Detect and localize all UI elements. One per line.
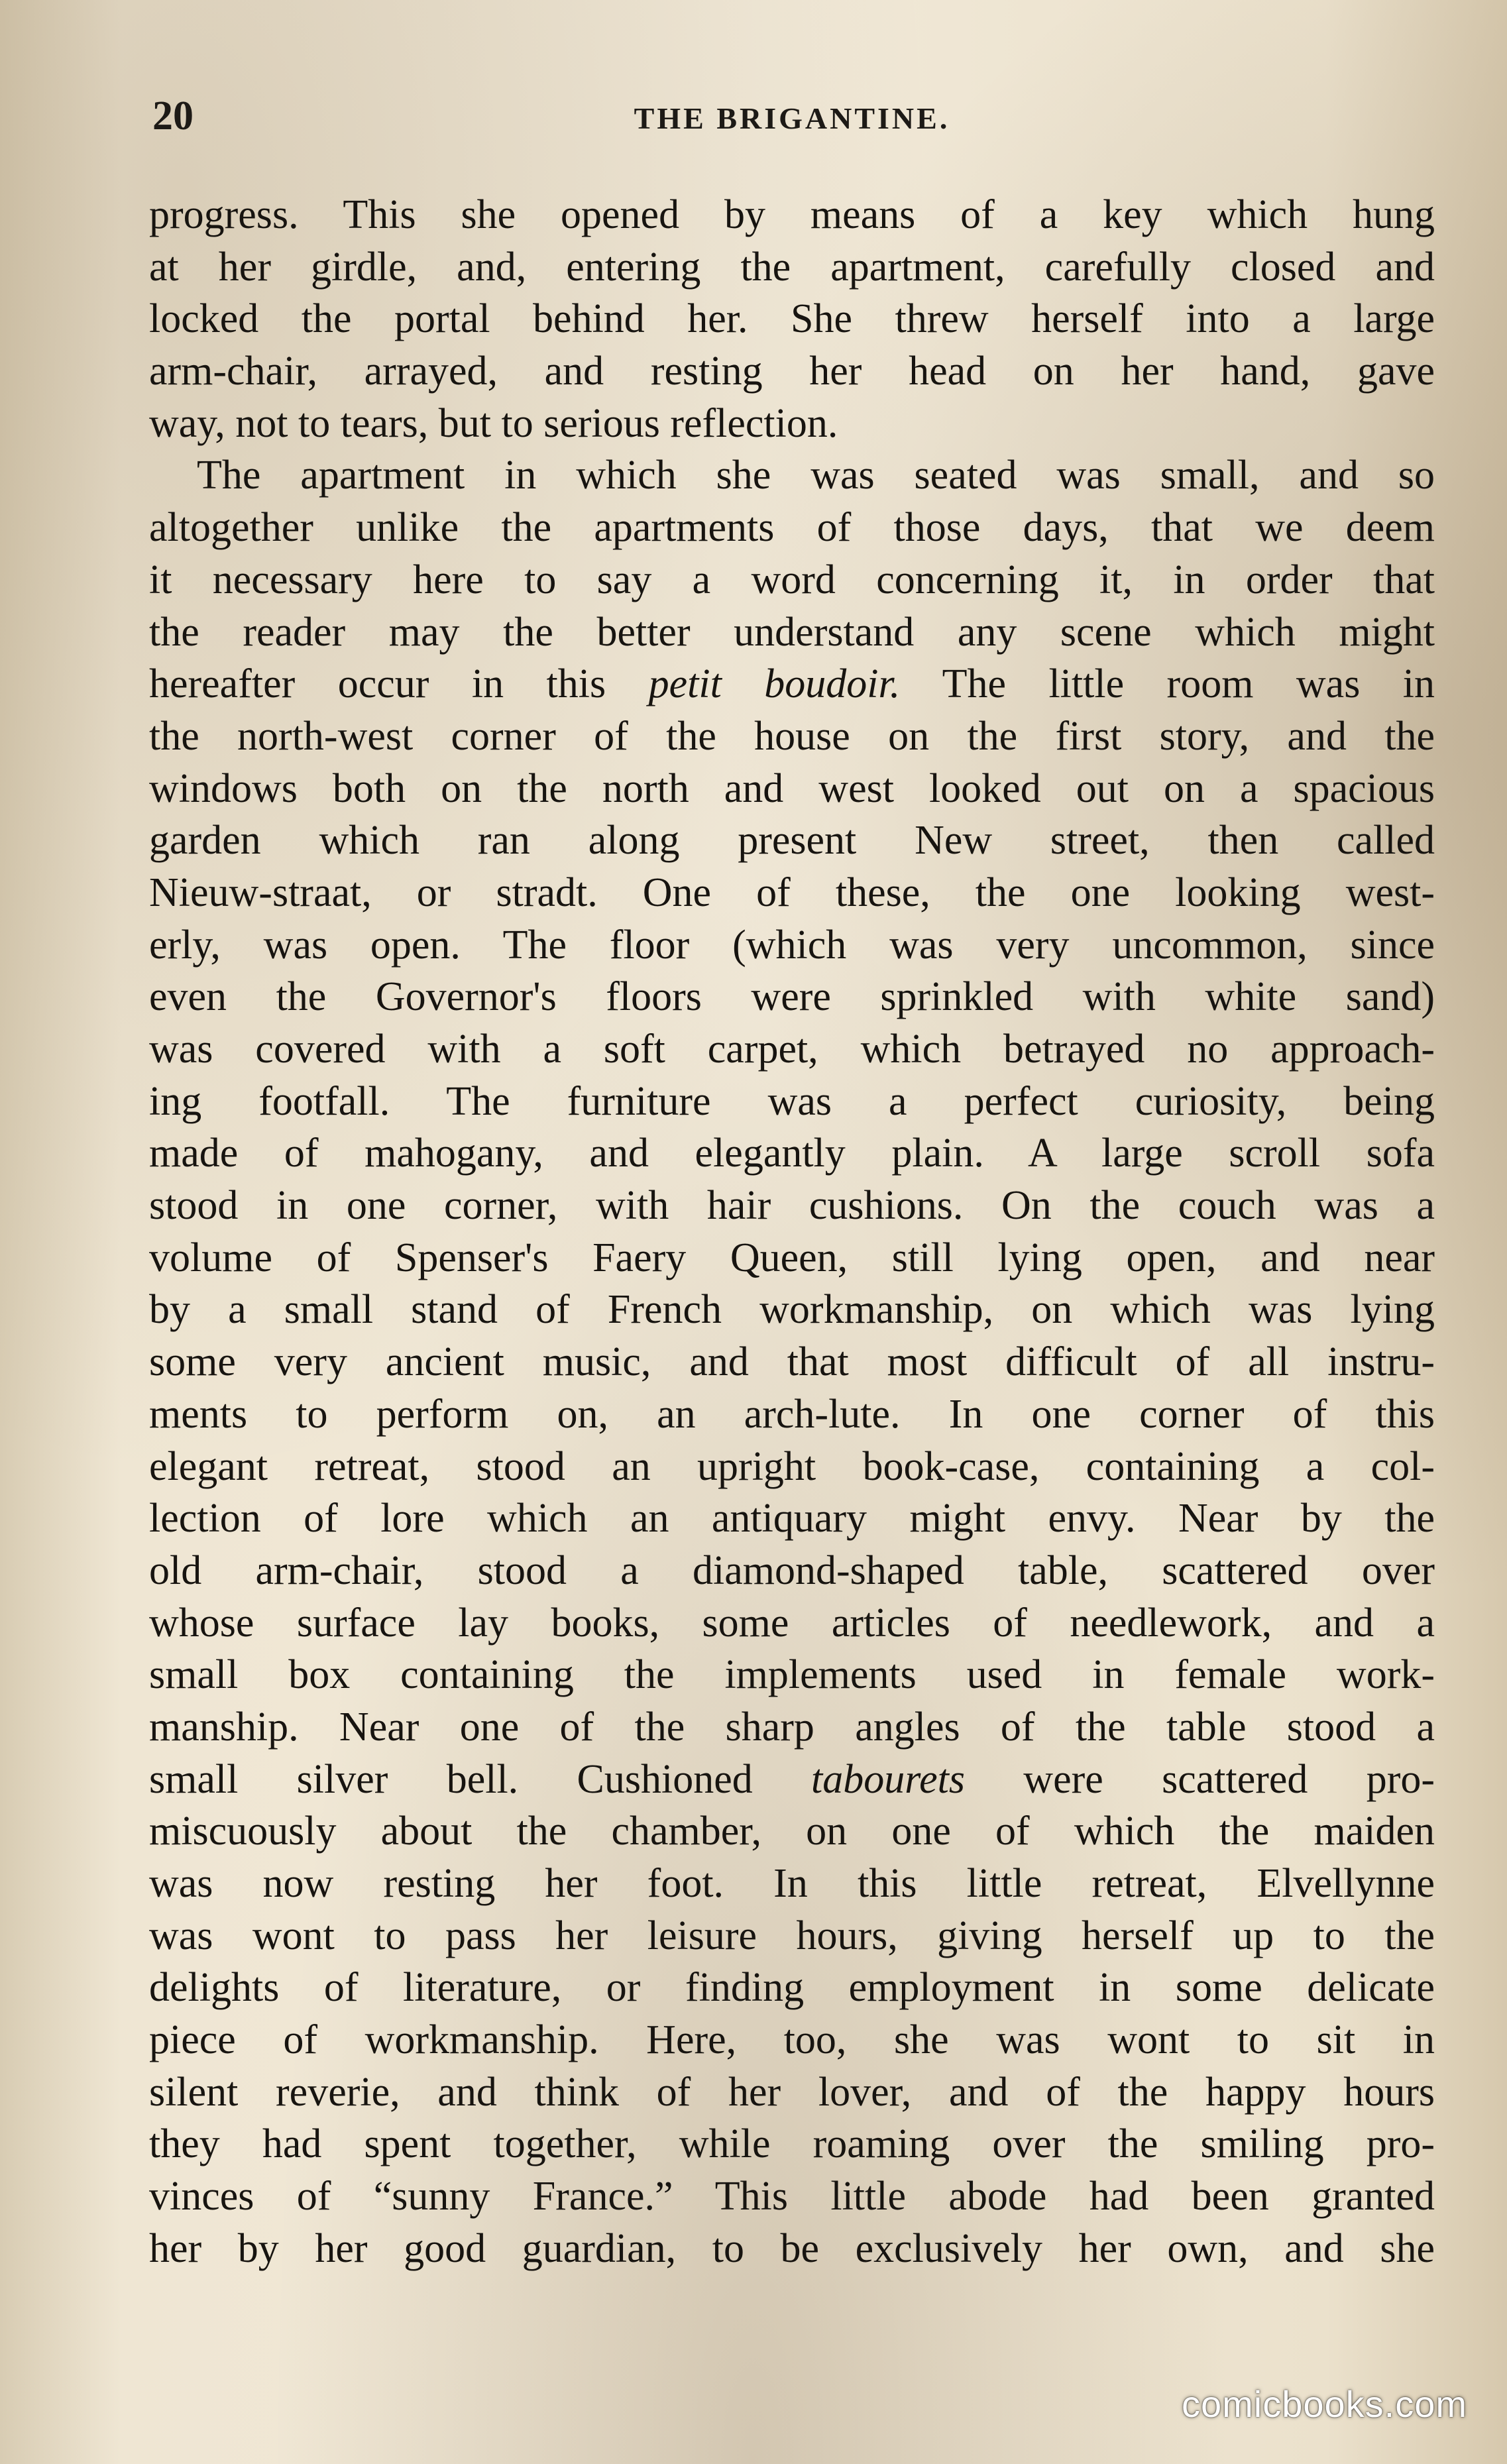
text-line: was now resting her foot. In this little retreat, Elvellynne bbox=[149, 1861, 1435, 1906]
italic-phrase: petit boudoir. bbox=[648, 661, 901, 707]
text-line: piece of workmanship. Here, too, she was wont to sit in bbox=[149, 2017, 1435, 2063]
page-number: 20 bbox=[152, 93, 194, 139]
text-line: by a small stand of French workmanship, on which was lying bbox=[149, 1287, 1435, 1333]
text-line: old arm-chair, stood a diamond-shaped table, scattered over bbox=[149, 1547, 1435, 1593]
text-line: vinces of “sunny France.” This little abode had been granted bbox=[149, 2174, 1435, 2219]
text-line: small box containing the implements used in female work- bbox=[149, 1652, 1435, 1698]
text-line: The apartment in which she was seated was small, and so bbox=[197, 453, 1435, 498]
text-line: delights of literature, or finding employment in some delicate bbox=[149, 1965, 1435, 2011]
paragraph-2 bbox=[149, 449, 1435, 2274]
text-line: miscuously about the chamber, on one of which the maiden bbox=[149, 1809, 1435, 1854]
text-line: garden which ran along present New street, then called bbox=[149, 818, 1435, 864]
text-line: whose surface lay books, some articles of needlework, and a bbox=[149, 1600, 1435, 1646]
text-line: altogether unlike the apartments of those days, that we deem bbox=[149, 505, 1435, 551]
text-line: lection of lore which an antiquary might envy. Near by the bbox=[149, 1496, 1435, 1541]
text-line: even the Governor's floors were sprinkled with white sand) bbox=[149, 974, 1435, 1020]
text-line: silent reverie, and think of her lover, and of the happy hours bbox=[149, 2069, 1435, 2115]
watermark: comicbooks.com bbox=[1181, 2383, 1467, 2425]
text-line: windows both on the north and west looked out on a spacious bbox=[149, 765, 1435, 811]
text-line: the reader may the better understand any scene which might bbox=[149, 609, 1435, 655]
text-line: stood in one corner, with hair cushions. On the couch was a bbox=[149, 1183, 1435, 1229]
text-line: erly, was open. The floor (which was very uncommon, since bbox=[149, 922, 1435, 968]
paragraph-1 bbox=[149, 189, 1435, 449]
text-line: small silver bell. Cushioned tabourets were scattered pro- bbox=[149, 1756, 1435, 1802]
text-line: ments to perform on, an arch-lute. In one corner of this bbox=[149, 1391, 1435, 1437]
text-line: elegant retreat, stood an upright book-case, containing a col- bbox=[149, 1443, 1435, 1489]
text-line: way, not to tears, but to serious reflection. bbox=[149, 400, 838, 446]
body-text bbox=[149, 189, 1435, 2275]
text-line: locked the portal behind her. She threw herself into a large bbox=[149, 296, 1435, 342]
text-line: Nieuw-straat, or stradt. One of these, the one looking west- bbox=[149, 869, 1435, 915]
page-header bbox=[152, 93, 1431, 146]
text-line: arm-chair, arrayed, and resting her head on her hand, gave bbox=[149, 349, 1435, 394]
text-line: progress. This she opened by means of a key which hung bbox=[149, 192, 1435, 237]
text-line: they had spent together, while roaming over the smiling pro- bbox=[149, 2121, 1435, 2167]
text-line: hereafter occur in this petit boudoir. The little room was in bbox=[149, 661, 1435, 707]
running-head: THE BRIGANTINE. bbox=[634, 101, 950, 135]
italic-phrase: tabourets bbox=[811, 1756, 965, 1802]
text-line: manship. Near one of the sharp angles of the table stood a bbox=[149, 1704, 1435, 1750]
text-line: it necessary here to say a word concerning it, in order that bbox=[149, 557, 1435, 602]
text-line: the north-west corner of the house on the first story, and the bbox=[149, 713, 1435, 759]
text-line: volume of Spenser's Faery Queen, still lying open, and near bbox=[149, 1235, 1435, 1280]
text-line: was wont to pass her leisure hours, giving herself up to the bbox=[149, 1913, 1435, 1958]
text-line: her by her good guardian, to be exclusively her own, and she bbox=[149, 2225, 1435, 2271]
text-line: ing footfall. The furniture was a perfect curiosity, being bbox=[149, 1078, 1435, 1124]
text-line: made of mahogany, and elegantly plain. A large scroll sofa bbox=[149, 1131, 1435, 1176]
text-line: at her girdle, and, entering the apartment, carefully closed and bbox=[149, 244, 1435, 290]
text-line: was covered with a soft carpet, which betrayed no approach- bbox=[149, 1027, 1435, 1072]
text-line: some very ancient music, and that most difficult of all instru- bbox=[149, 1339, 1435, 1385]
